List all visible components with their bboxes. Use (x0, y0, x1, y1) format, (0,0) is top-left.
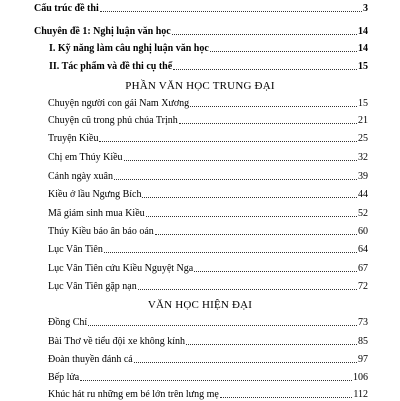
toc-entry[interactable] (48, 263, 368, 275)
toc-entry-page: 97 (358, 354, 368, 365)
toc-entry-label: Lục Vân Tiên gặp nạn (48, 281, 137, 292)
toc-entry[interactable] (48, 208, 368, 220)
leader-dots (186, 344, 357, 345)
toc-entry-tac-pham[interactable] (49, 61, 368, 73)
toc-entry-page: 52 (358, 208, 368, 219)
toc-entry-page: 106 (353, 372, 368, 383)
toc-entry-page: 25 (358, 133, 368, 144)
toc-entry-page: 21 (358, 115, 368, 126)
leader-dots (155, 234, 357, 235)
toc-entry-page: 72 (358, 281, 368, 292)
leader-dots (100, 11, 362, 12)
leader-dots (220, 397, 353, 398)
toc-entry[interactable] (48, 372, 368, 384)
toc-entry[interactable] (48, 317, 368, 329)
leader-dots (80, 380, 352, 381)
leader-dots (179, 123, 357, 124)
leader-dots (190, 106, 357, 107)
toc-entry[interactable] (48, 189, 368, 201)
toc-entry-label: Cấu trúc đề thi (34, 3, 99, 14)
leader-dots (138, 289, 357, 290)
leader-dots (142, 197, 357, 198)
toc-entry-label: Thúy Kiều báo ân báo oán (48, 226, 154, 237)
leader-dots (146, 216, 357, 217)
leader-dots (104, 252, 357, 253)
leader-dots (194, 271, 357, 272)
toc-entry[interactable] (48, 133, 368, 145)
toc-entry-label: Cảnh ngày xuân (48, 171, 113, 182)
toc-entry-page: 44 (358, 189, 368, 200)
toc-entry-page: 73 (358, 317, 368, 328)
toc-entry[interactable] (48, 98, 368, 110)
toc-entry-label: Mã giám sinh mua Kiều (48, 208, 145, 219)
leader-dots (124, 160, 357, 161)
toc-entry-page: 3 (363, 3, 368, 14)
toc-entry-page: 32 (358, 152, 368, 163)
toc-entry-label: Chị em Thúy Kiều (48, 152, 123, 163)
toc-entry[interactable] (48, 152, 368, 164)
toc-entry-label: Bếp lửa (48, 372, 80, 383)
toc-entry-page: 67 (358, 263, 368, 274)
toc-entry-label: Bài Thơ về tiểu đội xe không kính (48, 336, 186, 347)
toc-entry-ky-nang[interactable] (49, 43, 368, 55)
toc-entry-page: 85 (358, 336, 368, 347)
toc-entry-label: I. Kỹ năng làm câu nghị luận văn học (49, 43, 209, 54)
leader-dots (173, 69, 357, 70)
toc-entry-page: 15 (358, 61, 368, 72)
toc-entry-page: 64 (358, 244, 368, 255)
toc-entry-label: Lục Vân Tiên cứu Kiều Nguyệt Nga (48, 263, 194, 274)
toc-entry-label: Chuyên đề 1: Nghị luận văn học (34, 26, 171, 37)
toc-entry-page: 112 (353, 389, 368, 400)
toc-entry-label: Kiều ở lầu Ngưng Bích (48, 189, 142, 200)
toc-entry[interactable] (48, 281, 368, 293)
toc-entry-page: 14 (358, 43, 368, 54)
leader-dots (114, 179, 357, 180)
leader-dots (134, 362, 357, 363)
leader-dots (88, 325, 357, 326)
toc-entry-chuyen-de-1[interactable] (34, 26, 368, 38)
toc-entry-label: Chuyện người con gái Nam Xương (48, 98, 190, 109)
toc-entry[interactable] (48, 354, 368, 366)
leader-dots (99, 141, 357, 142)
toc-entry-label: II. Tác phẩm và đề thi cụ thể (49, 61, 173, 72)
toc-entry-cau-truc[interactable] (34, 3, 368, 15)
toc-entry-page: 15 (358, 98, 368, 109)
section-title-hien-dai: VĂN HỌC HIỆN ĐẠI (147, 299, 253, 311)
section-title-trung-dai: PHẦN VĂN HỌC TRUNG ĐẠI (125, 80, 275, 92)
toc-entry[interactable] (48, 244, 368, 256)
leader-dots (210, 51, 357, 52)
toc-entry-page: 14 (358, 26, 368, 37)
toc-entry-label: Chuyện cũ trong phủ chúa Trịnh (48, 115, 178, 126)
toc-entry-label: Đoàn thuyền đánh cá (48, 354, 133, 365)
toc-entry[interactable] (48, 226, 368, 238)
toc-entry-page: 60 (358, 226, 368, 237)
toc-entry[interactable] (48, 389, 368, 401)
toc-entry-label: Lục Vân Tiên (48, 244, 103, 255)
toc-entry-label: Truyện Kiều (48, 133, 99, 144)
toc-entry[interactable] (48, 115, 368, 127)
toc-entry-label: Khúc hát ru những em bé lớn trên lưng mẹ (48, 389, 219, 400)
toc-entry-label: Đồng Chí (48, 317, 88, 328)
toc-entry[interactable] (48, 336, 368, 348)
leader-dots (172, 34, 357, 35)
toc-entry[interactable] (48, 171, 368, 183)
toc-entry-page: 39 (358, 171, 368, 182)
